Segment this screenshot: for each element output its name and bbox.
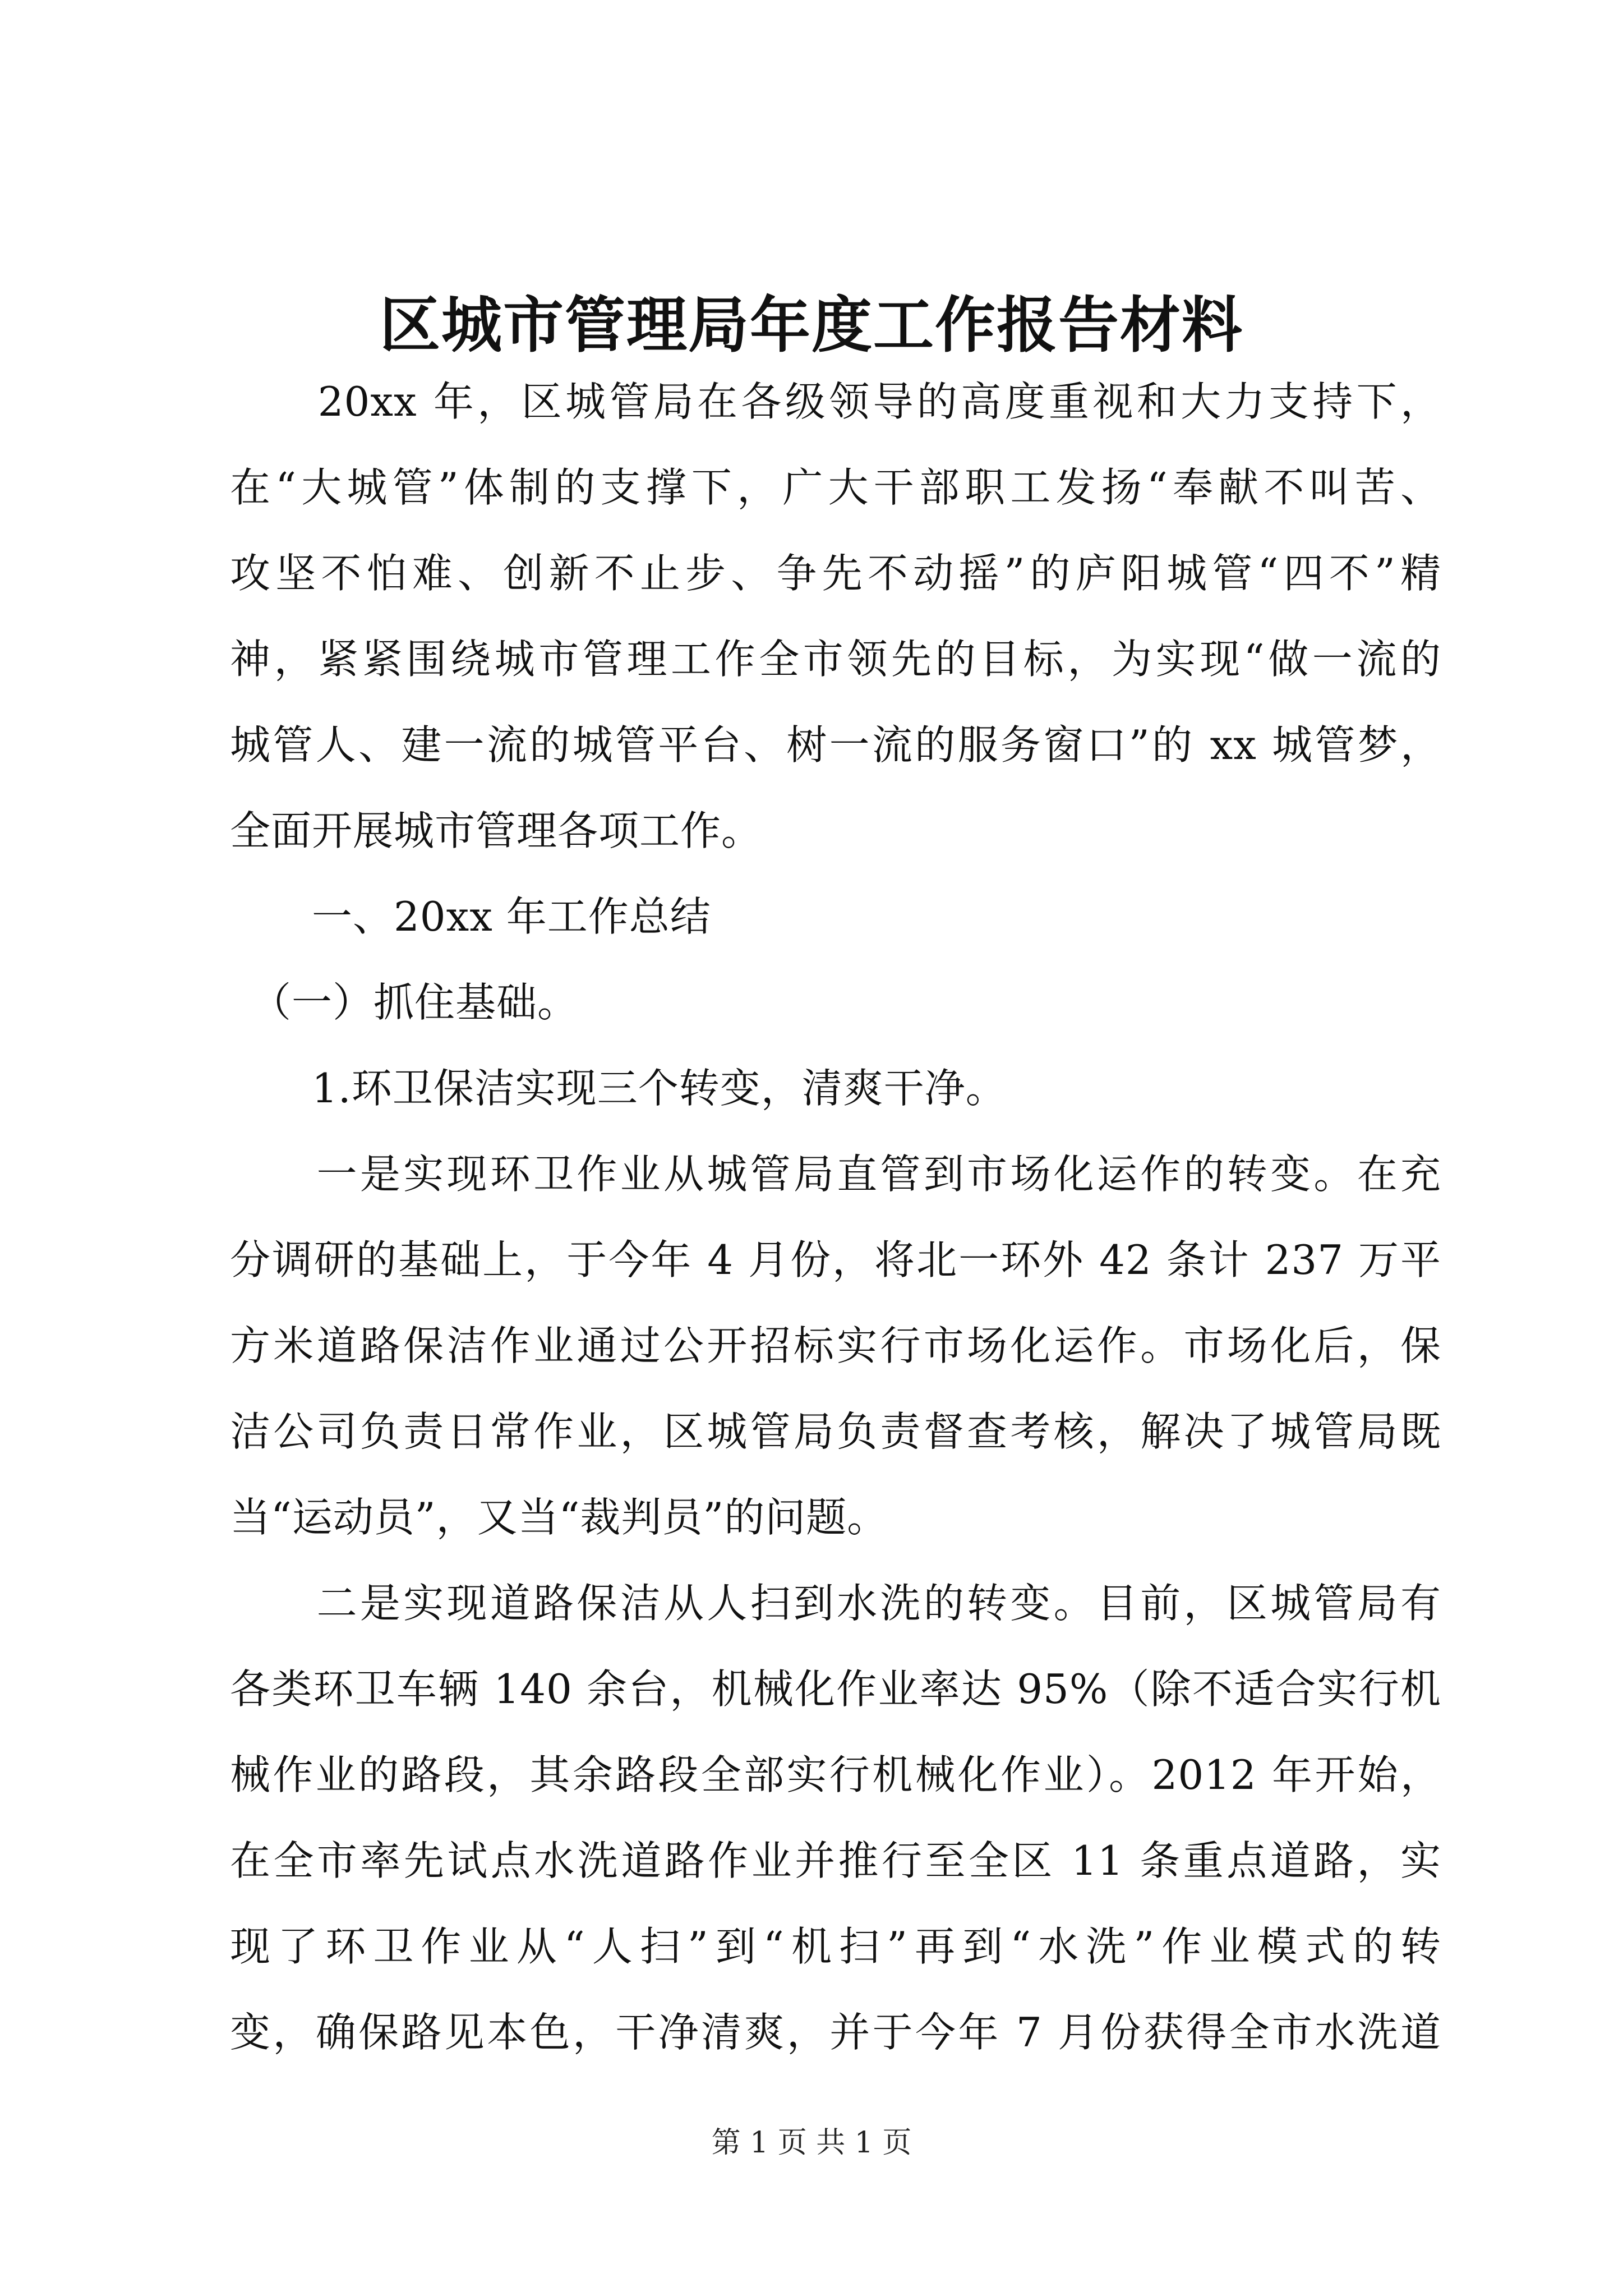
body-line: 洁公司负责日常作业，区城管局负责督查考核，解决了城管局既 bbox=[230, 1408, 1441, 1455]
page-footer: 第 1 页 共 1 页 bbox=[711, 2126, 912, 2160]
body-line: 20xx 年，区城管局在各级领导的高度重视和大力支持下， bbox=[230, 378, 1441, 425]
body-line: 1.环卫保洁实现三个转变，清爽干净。 bbox=[230, 1065, 1007, 1112]
body-line: 一、20xx 年工作总结 bbox=[230, 893, 711, 940]
body-line: 变，确保路见本色，干净清爽，并于今年 7 月份获得全市水洗道 bbox=[230, 2009, 1441, 2056]
body-line: 各类环卫车辆 140 余台，机械化作业率达 95%（除不适合实行机 bbox=[230, 1665, 1441, 1713]
body-line: 二是实现道路保洁从人扫到水洗的转变。目前，区城管局有 bbox=[230, 1580, 1441, 1627]
body-line: 当“运动员”，又当“裁判员”的问题。 bbox=[230, 1494, 888, 1541]
body-line: 全面开展城市管理各项工作。 bbox=[230, 807, 763, 854]
body-line: 械作业的路段，其余路段全部实行机械化作业）。2012 年开始， bbox=[230, 1751, 1441, 1798]
body-line: 在全市率先试点水洗道路作业并推行至全区 11 条重点道路，实 bbox=[230, 1837, 1441, 1884]
body-line: 方米道路保洁作业通过公开招标实行市场化运作。市场化后，保 bbox=[230, 1322, 1441, 1369]
body-line: 一是实现环卫作业从城管局直管到市场化运作的转变。在充 bbox=[230, 1151, 1441, 1198]
body-line: （一）抓住基础。 bbox=[230, 979, 579, 1026]
body-line: 攻坚不怕难、创新不止步、争先不动摇”的庐阳城管“四不”精 bbox=[230, 550, 1441, 597]
body-line: 城管人、建一流的城管平台、树一流的服务窗口”的 xx 城管梦， bbox=[230, 721, 1441, 769]
body-line: 在“大城管”体制的支撑下，广大干部职工发扬“奉献不叫苦、 bbox=[230, 464, 1441, 511]
body-line: 现了环卫作业从“人扫”到“机扫”再到“水洗”作业模式的转 bbox=[230, 1923, 1441, 1970]
body-line: 分调研的基础上，于今年 4 月份，将北一环外 42 条计 237 万平 bbox=[230, 1236, 1441, 1283]
document-body bbox=[230, 359, 1441, 2076]
body-line: 神，紧紧围绕城市管理工作全市领先的目标，为实现“做一流的 bbox=[230, 636, 1441, 683]
document-title: 区城市管理局年度工作报告材料 bbox=[379, 290, 1243, 361]
